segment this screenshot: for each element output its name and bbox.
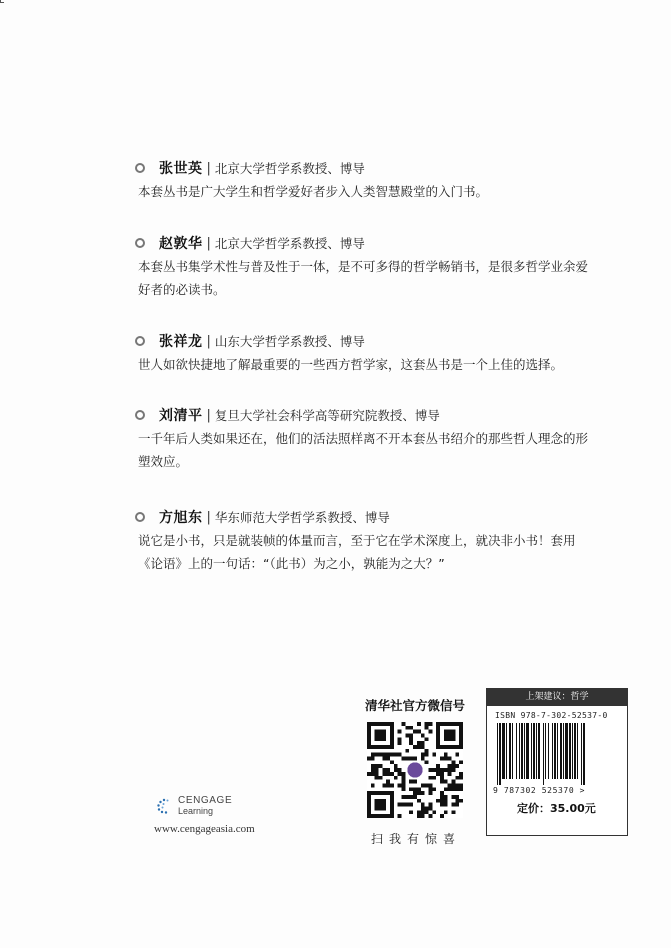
endorser-title: 复旦大学社会科学高等研究院教授、博导 <box>214 408 440 423</box>
qr-module <box>405 726 409 730</box>
qr-module <box>428 730 432 734</box>
qr-module <box>367 757 371 761</box>
qr-module <box>421 791 425 795</box>
cengage-wordmark <box>178 796 232 816</box>
qr-module <box>451 810 455 814</box>
qr-module <box>428 722 432 726</box>
qr-module <box>375 768 379 772</box>
qr-module <box>436 799 440 803</box>
qr-module <box>440 780 444 784</box>
barcode-bar <box>554 723 556 779</box>
qr-module <box>455 753 459 757</box>
name-separator: | <box>206 509 211 525</box>
qr-module <box>409 795 413 799</box>
qr-module <box>394 768 398 772</box>
barcode-bar <box>538 723 540 779</box>
qr-module <box>444 795 448 799</box>
barcode-bar <box>533 723 535 779</box>
qr-module <box>425 783 429 787</box>
qr-module <box>448 783 452 787</box>
endorser-name: 张祥龙 <box>159 334 203 350</box>
qr-module <box>394 764 398 768</box>
qr-module <box>451 787 455 791</box>
cengage-swoosh-icon <box>154 796 174 816</box>
qr-module <box>417 791 421 795</box>
endorsement-quote <box>138 255 608 301</box>
qr-module <box>402 772 406 776</box>
barcode-bar <box>548 723 549 779</box>
qr-module <box>405 803 409 807</box>
qr-module <box>413 730 417 734</box>
qr-module <box>459 760 463 764</box>
qr-module <box>402 783 406 787</box>
endorser-name: 刘清平 <box>159 408 203 424</box>
qr-module <box>413 780 417 784</box>
qr-module <box>417 787 421 791</box>
qr-module <box>417 810 421 814</box>
qr-module <box>402 787 406 791</box>
endorsement-item <box>138 331 608 376</box>
qr-module <box>451 760 455 764</box>
qr-module <box>459 772 463 776</box>
barcode-bar <box>536 723 537 779</box>
ring-bullet-icon <box>135 238 145 248</box>
qr-module <box>421 757 425 761</box>
quote-line: 本套丛书是广大学生和哲学爱好者步入人类智慧殿堂的入门书。 <box>138 184 489 199</box>
crop-mark <box>0 0 4 3</box>
barcode-bar <box>516 723 517 779</box>
qr-module <box>371 764 375 768</box>
qr-module <box>444 799 448 803</box>
qr-module <box>398 730 402 734</box>
qr-module <box>382 757 386 761</box>
isbn-text: ISBN 978-7-302-52537-0 <box>495 711 608 720</box>
qr-module <box>386 783 390 787</box>
publisher-logo-icon <box>407 762 422 777</box>
endorser-name: 赵敦华 <box>159 236 203 252</box>
quote-line: 《论语》上的一句话：“（此书）为之小，孰能为之大？” <box>138 556 445 571</box>
barcode-bar <box>512 723 513 779</box>
qr-module <box>425 737 429 741</box>
qr-module <box>398 814 402 818</box>
qr-module <box>398 803 402 807</box>
shelf-label: 上架建议：哲学 <box>487 689 627 706</box>
qr-module <box>428 768 432 772</box>
qr-module <box>425 722 429 726</box>
barcode-bar <box>552 723 553 779</box>
qr-module <box>413 787 417 791</box>
barcode-bar <box>569 723 571 779</box>
qr-module <box>455 776 459 780</box>
barcode-bar <box>531 723 532 779</box>
qr-module <box>417 722 421 726</box>
price-label: 定价：35.00元 <box>517 802 596 815</box>
ring-bullet-icon <box>135 410 145 420</box>
qr-module <box>417 814 421 818</box>
name-separator: | <box>206 407 211 423</box>
qr-module <box>436 764 440 768</box>
qr-module <box>402 722 406 726</box>
name-separator: | <box>206 333 211 349</box>
qr-module <box>440 814 444 818</box>
ring-bullet-icon <box>135 336 145 346</box>
qr-module <box>421 753 425 757</box>
qr-finder-core <box>444 730 456 742</box>
qr-module <box>409 780 413 784</box>
qr-module <box>455 764 459 768</box>
qr-module <box>451 803 455 807</box>
qr-module <box>425 760 429 764</box>
wechat-block <box>355 696 475 847</box>
qr-module <box>451 768 455 772</box>
barcode-bar <box>577 723 578 779</box>
qr-module <box>394 753 398 757</box>
qr-module <box>409 787 413 791</box>
qr-module <box>371 757 375 761</box>
qr-module <box>440 799 444 803</box>
barcode-bar <box>519 723 520 779</box>
qr-module <box>425 753 429 757</box>
qr-module <box>386 768 390 772</box>
quote-line: 塑效应。 <box>138 454 189 469</box>
endorser-title: 北京大学哲学系教授、博导 <box>214 161 365 176</box>
cengage-sub: Learning <box>178 806 214 816</box>
qr-module <box>379 764 383 768</box>
qr-module <box>398 783 402 787</box>
qr-module <box>425 726 429 730</box>
qr-module <box>444 810 448 814</box>
cengage-logo <box>154 793 255 819</box>
qr-module <box>448 764 452 768</box>
endorsement-quote <box>138 180 608 203</box>
qr-module <box>402 776 406 780</box>
qr-module <box>413 745 417 749</box>
barcode-bar <box>543 723 544 785</box>
qr-module <box>455 803 459 807</box>
quote-line: 本套丛书集学术性与普及性于一体，是不可多得的哲学畅销书，是很多哲学业余爱 <box>138 259 589 274</box>
qr-module <box>382 768 386 772</box>
endorsement-quote <box>138 529 608 575</box>
qr-module <box>421 806 425 810</box>
qr-module <box>444 780 448 784</box>
qr-module <box>405 749 409 753</box>
name-separator: | <box>206 235 211 251</box>
qr-module <box>455 783 459 787</box>
qr-module <box>382 783 386 787</box>
qr-module <box>382 753 386 757</box>
barcode-bar <box>563 723 564 779</box>
barcode-bar <box>497 723 498 785</box>
qr-module <box>425 749 429 753</box>
endorsement-item <box>138 507 608 575</box>
qr-module <box>386 753 390 757</box>
barcode-bar <box>583 723 585 785</box>
qr-module <box>448 787 452 791</box>
qr-module <box>440 772 444 776</box>
ring-bullet-icon <box>135 512 145 522</box>
qr-module <box>375 764 379 768</box>
qr-module <box>436 772 440 776</box>
qr-module <box>444 768 448 772</box>
qr-module <box>409 810 413 814</box>
qr-module <box>455 787 459 791</box>
qr-module <box>432 810 436 814</box>
qr-module <box>440 803 444 807</box>
qr-module <box>394 776 398 780</box>
qr-module <box>417 745 421 749</box>
endorsement-item <box>138 405 608 473</box>
qr-module <box>421 734 425 738</box>
qr-module <box>409 757 413 761</box>
qr-module <box>455 795 459 799</box>
qr-module <box>455 799 459 803</box>
quote-line: 说它是小书，只是就装帧的体量而言，至于它在学术深度上，就决非小书！套用 <box>138 533 576 548</box>
qr-module <box>398 772 402 776</box>
endorser-title: 山东大学哲学系教授、博导 <box>214 334 365 349</box>
barcode-bar <box>565 723 568 779</box>
endorsement-quote <box>138 353 608 376</box>
qr-module <box>428 806 432 810</box>
endorser-name: 方旭东 <box>159 510 203 526</box>
qr-module <box>440 791 444 795</box>
barcode-bar <box>581 723 582 785</box>
endorser-line <box>138 405 608 425</box>
qr-module <box>367 772 371 776</box>
qr-module <box>417 741 421 745</box>
qr-module <box>405 795 409 799</box>
qr-module <box>444 803 448 807</box>
barcode-bar <box>557 723 558 779</box>
qr-module <box>440 757 444 761</box>
qr-module <box>398 741 402 745</box>
qr-module <box>398 768 402 772</box>
qr-module <box>379 776 383 780</box>
qr-module <box>448 772 452 776</box>
qr-module <box>459 787 463 791</box>
qr-module <box>417 730 421 734</box>
barcode-bar <box>499 723 501 785</box>
barcode-bar <box>506 723 507 779</box>
qr-finder-core <box>375 799 387 811</box>
barcode-bar <box>572 723 573 779</box>
wechat-title: 清华社官方微信号 <box>364 698 465 713</box>
barcode-bar <box>524 723 525 779</box>
qr-module <box>402 795 406 799</box>
barcode-bar <box>574 723 576 779</box>
qr-module <box>402 757 406 761</box>
qr-module <box>459 776 463 780</box>
isbn-barcode <box>495 723 619 785</box>
qr-finder-core <box>375 730 387 742</box>
quote-line: 一千年后人类如果还在，他们的活法照样离不开本套丛书绍介的那些哲人理念的形 <box>138 431 589 446</box>
barcode-box <box>486 688 628 836</box>
qr-module <box>444 753 448 757</box>
qr-module <box>371 753 375 757</box>
qr-module <box>432 787 436 791</box>
qr-module <box>428 814 432 818</box>
endorsement-quote <box>138 427 608 473</box>
cengage-name: CENGAGE <box>178 795 233 806</box>
endorsement-item <box>138 233 608 301</box>
qr-module <box>428 803 432 807</box>
qr-module <box>390 753 394 757</box>
qr-module <box>402 780 406 784</box>
qr-module <box>432 753 436 757</box>
qr-module <box>440 776 444 780</box>
qr-module <box>421 814 425 818</box>
barcode-bar <box>545 723 546 779</box>
qr-module <box>409 726 413 730</box>
qr-module <box>432 776 436 780</box>
qr-module <box>448 768 452 772</box>
qr-module <box>409 734 413 738</box>
qr-module <box>375 776 379 780</box>
qr-module <box>459 783 463 787</box>
qr-module <box>440 768 444 772</box>
qr-module <box>371 768 375 772</box>
qr-module <box>421 783 425 787</box>
endorser-name: 张世英 <box>159 161 203 177</box>
publisher-block <box>154 793 255 835</box>
endorser-line <box>138 507 608 527</box>
qr-module <box>386 757 390 761</box>
qr-module <box>413 757 417 761</box>
barcode-bar <box>502 723 505 779</box>
publisher-url[interactable]: www.cengageasia.com <box>154 823 255 835</box>
endorsement-item <box>138 158 608 203</box>
qr-module <box>390 783 394 787</box>
qr-module <box>421 741 425 745</box>
qr-module <box>413 791 417 795</box>
barcode-bar <box>509 723 511 779</box>
barcode-bar <box>521 723 523 779</box>
qr-module <box>409 803 413 807</box>
qr-module <box>405 734 409 738</box>
qr-module <box>421 803 425 807</box>
endorser-line <box>138 233 608 253</box>
qr-module <box>417 799 421 803</box>
wechat-qr-code[interactable] <box>367 722 463 818</box>
endorser-title: 北京大学哲学系教授、博导 <box>214 236 365 251</box>
qr-module <box>451 764 455 768</box>
qr-module <box>379 753 383 757</box>
qr-module <box>382 772 386 776</box>
barcode-bar <box>526 723 529 779</box>
qr-module <box>375 772 379 776</box>
qr-module <box>371 772 375 776</box>
ring-bullet-icon <box>135 163 145 173</box>
qr-module <box>386 780 390 784</box>
qr-module <box>428 776 432 780</box>
qr-caption: 扫我有惊喜 <box>371 832 462 846</box>
qr-module <box>428 787 432 791</box>
quote-line: 好者的必读书。 <box>138 282 226 297</box>
qr-module <box>459 799 463 803</box>
qr-module <box>432 768 436 772</box>
qr-module <box>390 772 394 776</box>
endorser-title: 华东师范大学哲学系教授、博导 <box>214 510 390 525</box>
qr-module <box>448 757 452 761</box>
qr-module <box>425 810 429 814</box>
qr-module <box>440 795 444 799</box>
qr-module <box>425 806 429 810</box>
qr-module <box>398 737 402 741</box>
name-separator: | <box>206 160 211 176</box>
qr-module <box>402 803 406 807</box>
qr-module <box>371 783 375 787</box>
barcode-bar <box>560 723 562 779</box>
qr-module <box>375 753 379 757</box>
qr-module <box>451 795 455 799</box>
qr-module <box>413 795 417 799</box>
qr-module <box>409 741 413 745</box>
qr-module <box>421 810 425 814</box>
qr-module <box>428 783 432 787</box>
endorser-line <box>138 331 608 351</box>
endorser-line <box>138 158 608 178</box>
quote-line: 世人如欲快捷地了解最重要的一些西方哲学家，这套丛书是一个上佳的选择。 <box>138 357 564 372</box>
qr-module <box>444 787 448 791</box>
barcode-digits: 9 787302 525370 > <box>493 786 586 795</box>
qr-module <box>390 760 394 764</box>
qr-module <box>451 783 455 787</box>
qr-module <box>386 772 390 776</box>
qr-module <box>421 745 425 749</box>
qr-module <box>428 791 432 795</box>
qr-module <box>398 753 402 757</box>
qr-module <box>444 757 448 761</box>
qr-module <box>405 757 409 761</box>
qr-module <box>451 780 455 784</box>
qr-module <box>409 737 413 741</box>
qr-module <box>436 768 440 772</box>
